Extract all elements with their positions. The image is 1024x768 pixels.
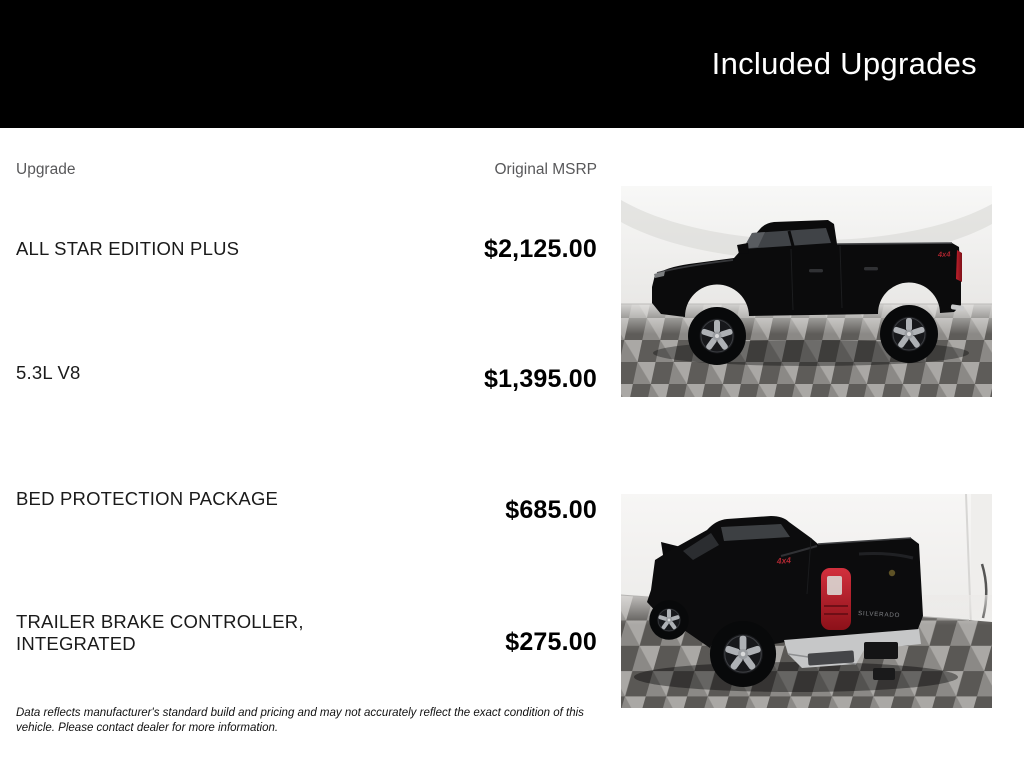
bumper-recess — [864, 642, 898, 659]
taillight — [956, 250, 962, 282]
header-bar — [0, 0, 1024, 128]
upgrade-name-row3: BED PROTECTION PACKAGE — [16, 488, 279, 509]
tow-hitch — [873, 668, 895, 680]
badge-4x4-icon: 4x4 — [937, 249, 951, 259]
truck-shadow — [634, 662, 958, 692]
badge-4x4-icon: 4x4 — [776, 555, 792, 566]
front-wheel — [649, 600, 688, 639]
column-header-upgrade: Upgrade — [16, 161, 76, 178]
badge-silverado: SILVERADO — [857, 610, 901, 620]
page-title: Included Upgrades — [711, 46, 977, 81]
bowtie-emblem-glint — [889, 570, 895, 576]
upgrade-price-row4: $275.00 — [505, 628, 597, 656]
vehicle-photo-rear — [621, 494, 992, 708]
truck-side-photo-canvas — [621, 186, 992, 397]
upgrade-price-row1: $2,125.00 — [483, 235, 597, 263]
truck-rear-photo-canvas — [621, 494, 992, 708]
disclaimer-text: Data reflects manufacturer's standard build and pricing and may not accurately reflect the exact condition of this vehicle. Please contact dealer for more information. — [16, 707, 584, 735]
upgrade-price-row2: $1,395.00 — [483, 365, 597, 393]
upgrade-price-row3: $685.00 — [505, 496, 597, 524]
upgrade-name-row1: ALL STAR EDITION PLUS — [16, 238, 240, 259]
front-wheel — [688, 307, 746, 365]
upgrade-name-row4: TRAILER BRAKE CONTROLLER, INTEGRATED — [16, 611, 304, 654]
upgrade-name-row2: 5.3L V8 — [16, 362, 81, 383]
column-header-msrp: Original MSRP — [494, 161, 597, 178]
vehicle-photo-side — [621, 186, 992, 397]
rear-wheel — [710, 621, 776, 687]
door-handle — [809, 269, 823, 272]
rear-wheel — [880, 305, 938, 363]
door-handle — [864, 267, 878, 270]
